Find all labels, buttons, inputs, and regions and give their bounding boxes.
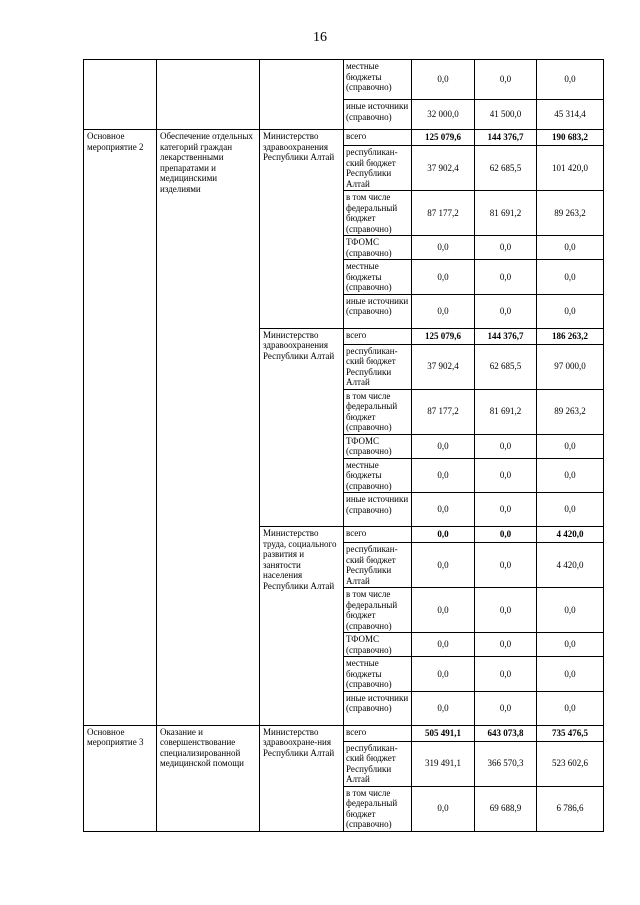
description-cell (157, 60, 260, 130)
amount-cell-v2020: 144 376,7 (475, 130, 537, 146)
amount-cell-v2021: 0,0 (537, 691, 604, 725)
amount-cell-v2020: 0,0 (475, 260, 537, 295)
funding-source-cell: республикан-ский бюджет Республики Алтай (344, 344, 412, 389)
executor-cell: Министерство здравоохранения Республики Алтай (260, 130, 344, 329)
amount-cell-v2019: 125 079,6 (412, 328, 475, 344)
event-cell: Основное мероприятие 3 (84, 725, 157, 831)
amount-cell-v2020: 62 685,5 (475, 146, 537, 191)
amount-cell-v2021: 190 683,2 (537, 130, 604, 146)
amount-cell-v2020: 0,0 (475, 657, 537, 692)
funding-source-cell: местные бюджеты (справочно) (344, 657, 412, 692)
amount-cell-v2020: 0,0 (475, 633, 537, 657)
amount-cell-v2021: 4 420,0 (537, 543, 604, 588)
amount-cell-v2019: 125 079,6 (412, 130, 475, 146)
funding-source-cell: в том числе федеральный бюджет (справочно) (344, 389, 412, 434)
funding-source-cell: в том числе федеральный бюджет (справочно) (344, 191, 412, 236)
funding-source-cell: республикан-ский бюджет Республики Алтай (344, 741, 412, 786)
amount-cell-v2021: 186 263,2 (537, 328, 604, 344)
funding-source-cell: иные источники (справочно) (344, 100, 412, 130)
amount-cell-v2021: 101 420,0 (537, 146, 604, 191)
table-row (84, 130, 604, 146)
funding-source-cell: в том числе федеральный бюджет (справочно) (344, 786, 412, 831)
executor-cell (260, 60, 344, 130)
amount-cell-v2021: 0,0 (537, 236, 604, 260)
amount-cell-v2019: 0,0 (412, 691, 475, 725)
amount-cell-v2021: 0,0 (537, 657, 604, 692)
amount-cell-v2020: 62 685,5 (475, 344, 537, 389)
amount-cell-v2020: 0,0 (475, 493, 537, 527)
amount-cell-v2020: 0,0 (475, 434, 537, 458)
amount-cell-v2020: 144 376,7 (475, 328, 537, 344)
funding-source-cell: всего (344, 527, 412, 543)
amount-cell-v2021: 0,0 (537, 588, 604, 633)
amount-cell-v2019: 0,0 (412, 294, 475, 328)
amount-cell-v2019: 37 902,4 (412, 344, 475, 389)
amount-cell-v2019: 37 902,4 (412, 146, 475, 191)
amount-cell-v2019: 32 000,0 (412, 100, 475, 130)
amount-cell-v2021: 45 314,4 (537, 100, 604, 130)
amount-cell-v2021: 0,0 (537, 260, 604, 295)
amount-cell-v2020: 81 691,2 (475, 389, 537, 434)
table-row (84, 60, 604, 100)
funding-source-cell: местные бюджеты (справочно) (344, 260, 412, 295)
amount-cell-v2019: 0,0 (412, 527, 475, 543)
amount-cell-v2020: 81 691,2 (475, 191, 537, 236)
amount-cell-v2019: 0,0 (412, 493, 475, 527)
amount-cell-v2019: 319 491,1 (412, 741, 475, 786)
amount-cell-v2021: 6 786,6 (537, 786, 604, 831)
executor-cell: Министерство здравоохранения Республики Алтай (260, 328, 344, 527)
funding-source-cell: ТФОМС (справочно) (344, 434, 412, 458)
amount-cell-v2021: 89 263,2 (537, 191, 604, 236)
amount-cell-v2021: 0,0 (537, 633, 604, 657)
amount-cell-v2021: 0,0 (537, 434, 604, 458)
amount-cell-v2021: 0,0 (537, 458, 604, 493)
funding-source-cell: республикан-ский бюджет Республики Алтай (344, 543, 412, 588)
amount-cell-v2019: 87 177,2 (412, 191, 475, 236)
amount-cell-v2019: 0,0 (412, 236, 475, 260)
amount-cell-v2019: 0,0 (412, 633, 475, 657)
description-cell: Оказание и совершенствование специализированной медицинской помощи (157, 725, 260, 831)
amount-cell-v2021: 0,0 (537, 493, 604, 527)
amount-cell-v2021: 97 000,0 (537, 344, 604, 389)
financing-table (83, 59, 604, 832)
funding-source-cell: всего (344, 328, 412, 344)
amount-cell-v2019: 0,0 (412, 60, 475, 100)
amount-cell-v2020: 0,0 (475, 294, 537, 328)
amount-cell-v2020: 41 500,0 (475, 100, 537, 130)
funding-source-cell: иные источники (справочно) (344, 493, 412, 527)
amount-cell-v2021: 735 476,5 (537, 725, 604, 741)
amount-cell-v2020: 0,0 (475, 458, 537, 493)
event-cell: Основное мероприятие 2 (84, 130, 157, 726)
amount-cell-v2020: 0,0 (475, 543, 537, 588)
funding-source-cell: ТФОМС (справочно) (344, 236, 412, 260)
amount-cell-v2019: 0,0 (412, 543, 475, 588)
amount-cell-v2021: 0,0 (537, 294, 604, 328)
funding-source-cell: иные источники (справочно) (344, 691, 412, 725)
amount-cell-v2019: 0,0 (412, 657, 475, 692)
amount-cell-v2021: 4 420,0 (537, 527, 604, 543)
amount-cell-v2020: 0,0 (475, 236, 537, 260)
description-cell: Обеспечение отдельных категорий граждан лекарственными препаратами и медицинскими изделиями (157, 130, 260, 726)
amount-cell-v2019: 0,0 (412, 786, 475, 831)
amount-cell-v2019: 0,0 (412, 434, 475, 458)
amount-cell-v2019: 0,0 (412, 458, 475, 493)
amount-cell-v2021: 89 263,2 (537, 389, 604, 434)
amount-cell-v2019: 505 491,1 (412, 725, 475, 741)
funding-source-cell: ТФОМС (справочно) (344, 633, 412, 657)
funding-source-cell: иные источники (справочно) (344, 294, 412, 328)
page-number: 16 (313, 30, 327, 45)
executor-cell: Министерство здравоохране-ния Республики Алтай (260, 725, 344, 831)
funding-source-cell: местные бюджеты (справочно) (344, 458, 412, 493)
executor-cell: Министерство труда, социального развития и занятости населения Республики Алтай (260, 527, 344, 726)
amount-cell-v2020: 366 570,3 (475, 741, 537, 786)
funding-source-cell: в том числе федеральный бюджет (справочно) (344, 588, 412, 633)
amount-cell-v2020: 0,0 (475, 691, 537, 725)
amount-cell-v2019: 0,0 (412, 260, 475, 295)
amount-cell-v2020: 643 073,8 (475, 725, 537, 741)
table-row (84, 725, 604, 741)
amount-cell-v2020: 0,0 (475, 588, 537, 633)
amount-cell-v2020: 69 688,9 (475, 786, 537, 831)
funding-source-cell: местные бюджеты (справочно) (344, 60, 412, 100)
funding-source-cell: всего (344, 725, 412, 741)
amount-cell-v2020: 0,0 (475, 60, 537, 100)
amount-cell-v2020: 0,0 (475, 527, 537, 543)
amount-cell-v2019: 87 177,2 (412, 389, 475, 434)
funding-source-cell: всего (344, 130, 412, 146)
funding-source-cell: республикан-ский бюджет Республики Алтай (344, 146, 412, 191)
event-cell (84, 60, 157, 130)
amount-cell-v2021: 523 602,6 (537, 741, 604, 786)
amount-cell-v2019: 0,0 (412, 588, 475, 633)
amount-cell-v2021: 0,0 (537, 60, 604, 100)
